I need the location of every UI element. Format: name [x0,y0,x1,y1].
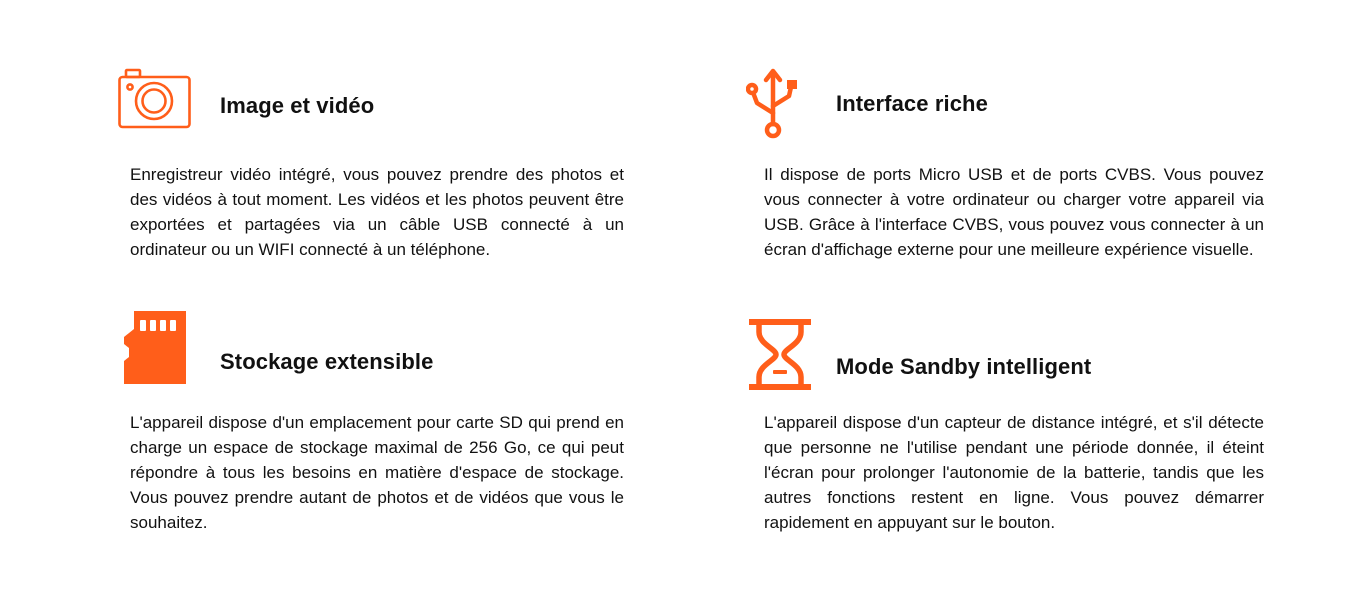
feature-title: Image et vidéo [220,93,375,118]
usb-icon [746,66,801,140]
camera-icon [118,68,191,129]
feature-description: L'appareil dispose d'un emplacement pour carte SD qui prend en charge un espace de stockage maximal de 256 Go, ce qui peut répondre à tous les besoins en matière d'espace de stockage. Vous pouvez prendre autant de photos et de vidéos que vous le souhaitez. [130,413,624,532]
feature-title: Mode Sandby intelligent [836,354,1092,379]
feature-title: Interface riche [836,91,988,116]
feature-description: Il dispose de ports Micro USB et de ports CVBS. Vous pouvez vous connecter à votre ordinateur ou charger votre appareil via USB. Grâce à l'interface CVBS, vous pouvez vous connecter à un écran d'affichage externe pour une meilleure expérience visuelle. [764,165,1264,259]
feature-description: Enregistreur vidéo intégré, vous pouvez prendre des photos et des vidéos à tout moment. Les vidéos et les photos peuvent être exportées et partagées via un câble USB connecté à un ordinateur ou un WIFI connecté à un téléphone. [130,165,624,259]
sd-card-icon [122,311,186,384]
feature-title: Stockage extensible [220,349,434,374]
feature-description: L'appareil dispose d'un capteur de distance intégré, et s'il détecte que personne ne l'utilise pendant une période donnée, il éteint l'écran pour prolonger l'autonomie de la batterie, tandis que les autres fonctions restent en ligne. Vous pouvez démarrer rapidement en appuyant sur le bouton. [764,413,1264,532]
hourglass-icon [749,318,811,391]
